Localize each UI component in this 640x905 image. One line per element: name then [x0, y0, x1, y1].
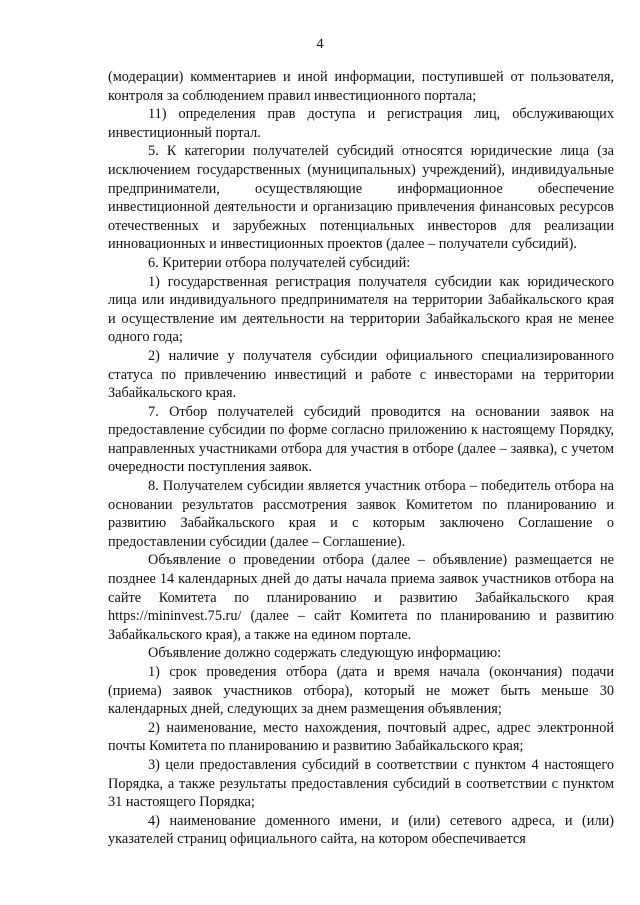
page-number: 4 [316, 36, 324, 52]
paragraph-clause-5: 5. К категории получателей субсидий относятся юридические лица (за исключением государственных (муниципальных) учреждений), индивидуальные предприниматели, осуществляющие информационное обеспечение инвестиционной деятельности и организацию привлечения финансовых ресурсов отечественных и зарубежных потенциальных инвесторов для реализации инновационных и инвестиционных проектов (далее – получатели субсидий). [108, 143, 614, 253]
paragraph-continuation: (модерации) комментариев и иной информации, поступившей от пользователя, контроля за соблюдением правил инвестиционного портала; [108, 69, 614, 104]
paragraph-info-2: 2) наименование, место нахождения, почтовый адрес, адрес электронной почты Комитета по планированию и развитию Забайкальского края; [108, 719, 614, 755]
paragraph-clause-6: 6. Критерии отбора получателей субсидий: [148, 254, 411, 271]
paragraph-info-4: 4) наименование доменного имени, и (или) сетевого адреса, и (или) указателей страниц официального сайта, на котором обеспечивается [108, 812, 614, 848]
paragraph-criterion-1: 1) государственная регистрация получателя субсидии как юридического лица или индивидуального предпринимателя на территории Забайкальского края и осуществление им деятельности на территории Забайкальского края не менее одного года; [108, 273, 614, 346]
paragraph-announcement: Объявление о проведении отбора (далее – объявление) размещается не позднее 14 календарных дней до даты начала приема заявок участников отбора на сайте Комитета по планированию и развитию Забайкальского края https://mininvest.75.ru/ (далее – сайт Комитета по планированию и развитию Забайкальского края), а также на едином портале. [108, 552, 614, 643]
paragraph-info-3: 3) цели предоставления субсидий в соответствии с пунктом 4 настоящего Порядка, а также результаты предоставления субсидий в соответствии с пунктом 31 настоящего Порядка; [108, 756, 614, 811]
paragraph-announcement-contents: Объявление должно содержать следующую информацию: [148, 645, 502, 662]
paragraph-item-11: 11) определения прав доступа и регистрация лиц, обслуживающих инвестиционный портал. [108, 106, 614, 141]
document-body [108, 68, 614, 849]
paragraph-clause-8: 8. Получателем субсидии является участник отбора – победитель отбора на основании результатов рассмотрения заявок Комитетом по планированию и развитию Забайкальского края и с которым заключено Соглашение о предоставлении субсидии (далее – Соглашение). [108, 478, 614, 550]
paragraph-criterion-2: 2) наличие у получателя субсидии официального специализированного статуса по привлечению инвестиций и работе с инвесторами на территории Забайкальского края. [108, 347, 614, 402]
paragraph-clause-7: 7. Отбор получателей субсидий проводится на основании заявок на предоставление субсидии по форме согласно приложению к настоящему Порядку, направленных участниками отбора для участия в отборе (далее – заявка), с учетом очередности поступления заявок. [108, 403, 614, 476]
paragraph-info-1: 1) срок проведения отбора (дата и время начала (окончания) подачи (приема) заявок участников отбора), который не может быть меньше 30 календарных дней, следующих за днем размещения объявления; [108, 664, 614, 718]
